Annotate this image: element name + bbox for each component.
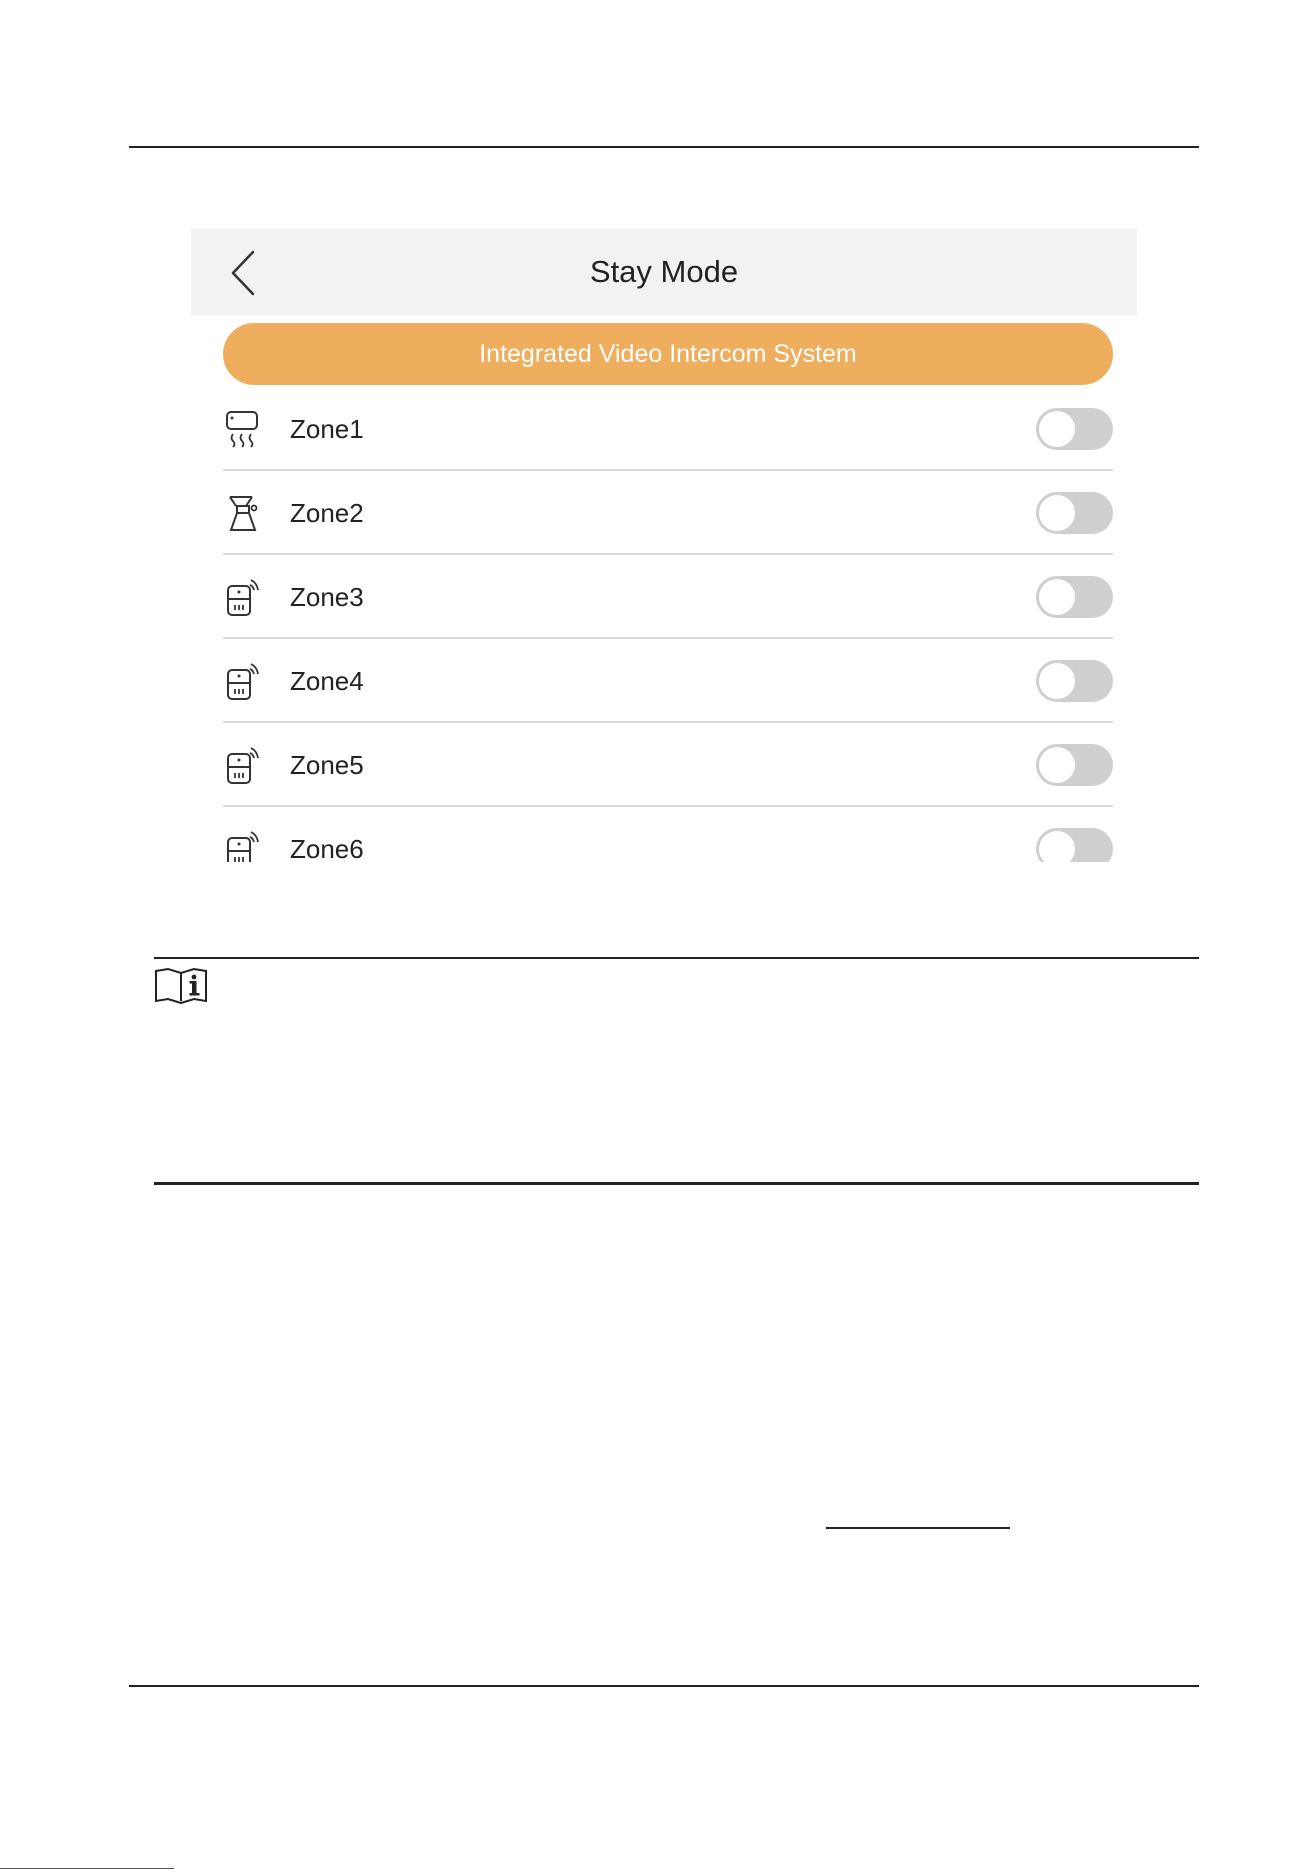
toggle-knob <box>1039 495 1075 531</box>
note-top-rule <box>154 957 1199 959</box>
zone-label: Zone6 <box>290 834 364 862</box>
zone-label: Zone2 <box>290 498 364 528</box>
stay-mode-screen <box>191 229 1137 862</box>
zone-label: Zone1 <box>290 414 364 444</box>
zone-toggle[interactable] <box>1036 828 1113 862</box>
wireless-detector-icon <box>223 661 263 701</box>
hyperlink-underline[interactable] <box>826 1527 1010 1529</box>
wireless-detector-icon <box>223 745 263 785</box>
footer-rule <box>129 1685 1199 1687</box>
zone-toggle[interactable] <box>1036 492 1113 534</box>
system-banner: Integrated Video Intercom System <box>223 323 1113 385</box>
zone-toggle[interactable] <box>1036 660 1113 702</box>
zone-row <box>223 555 1113 639</box>
zone-row <box>223 807 1113 862</box>
footer-edge-line <box>0 1868 174 1869</box>
heater-icon <box>223 409 263 449</box>
zone-toggle[interactable] <box>1036 408 1113 450</box>
toggle-knob <box>1039 831 1075 862</box>
zone-label: Zone5 <box>290 750 364 780</box>
toggle-knob <box>1039 747 1075 783</box>
info-book-icon <box>154 967 208 1004</box>
zone-label: Zone4 <box>290 666 364 696</box>
back-arrow-icon[interactable] <box>227 249 267 297</box>
header-rule <box>129 146 1199 148</box>
zone-toggle[interactable] <box>1036 576 1113 618</box>
toggle-knob <box>1039 411 1075 447</box>
note-bottom-rule <box>154 1182 1199 1185</box>
wireless-detector-icon <box>223 577 263 617</box>
gas-detector-icon <box>223 493 263 533</box>
wireless-detector-icon <box>223 829 263 862</box>
zone-label: Zone3 <box>290 582 364 612</box>
toggle-knob <box>1039 579 1075 615</box>
zone-row <box>223 723 1113 807</box>
zone-row <box>223 471 1113 555</box>
zone-row <box>223 387 1113 471</box>
title-bar <box>191 229 1137 315</box>
toggle-knob <box>1039 663 1075 699</box>
zone-row <box>223 639 1113 723</box>
page-title: Stay Mode <box>589 254 739 289</box>
zone-toggle[interactable] <box>1036 744 1113 786</box>
